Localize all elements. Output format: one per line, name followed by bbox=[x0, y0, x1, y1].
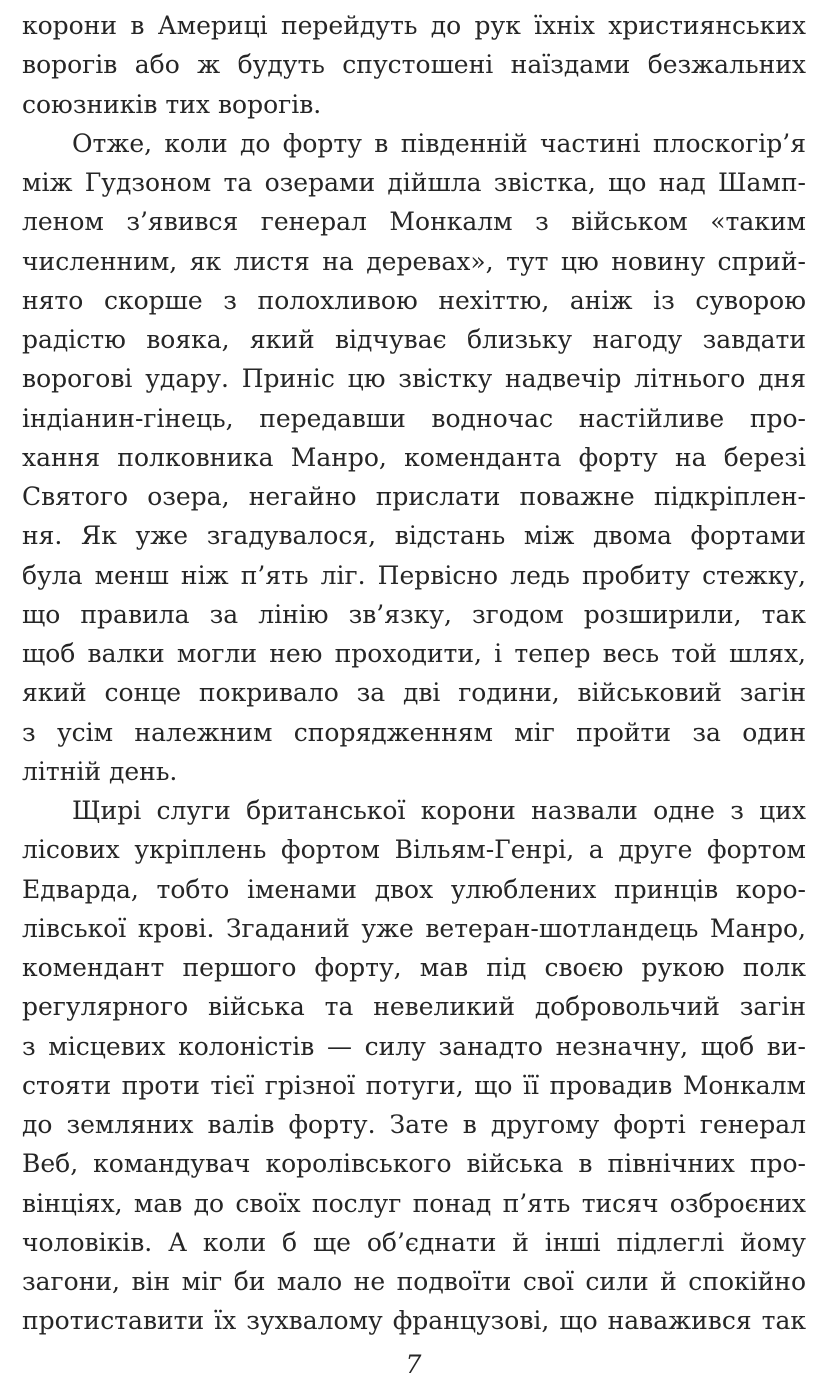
body-text bbox=[22, 6, 806, 1341]
text-line: загони, він міг би мало не подвоїти свої сили й спокійно bbox=[22, 1267, 806, 1296]
text-line: союзників тих ворогів. bbox=[22, 89, 322, 119]
text-line: протиставити їх зухвалому французові, що наважився так bbox=[22, 1306, 806, 1336]
text-line: літній день. bbox=[22, 756, 178, 786]
text-line: численним, як листя на деревах», тут цю новину сприй- bbox=[22, 246, 806, 276]
text-line: регулярного війська та невеликий добровольчий загін bbox=[22, 992, 806, 1022]
text-line: з усім належним спорядженням міг пройти за один bbox=[22, 717, 806, 747]
text-line: що правила за лінію зв’язку, згодом розширили, так bbox=[22, 599, 806, 629]
text-line: чоловіків. А коли б ще об’єднати й інші підлеглі йому bbox=[22, 1227, 806, 1257]
text-line: нято скорше з полохливою нехіттю, аніж із суворою bbox=[22, 285, 806, 315]
text-line: лісових укріплень фортом Вільям-Генрі, а друге фортом bbox=[22, 835, 806, 865]
text-line: лівської крові. Згаданий уже ветеран-шотландець Манро, bbox=[22, 913, 806, 943]
text-line: щоб валки могли нею проходити, і тепер весь той шлях, bbox=[22, 639, 806, 668]
text-line: Веб, командувач королівського війська в північних про- bbox=[22, 1149, 806, 1179]
text-line: індіанин-гінець, передавши водночас настійливе про- bbox=[22, 403, 806, 433]
text-line: корони в Америці перейдуть до рук їхніх християнських bbox=[22, 11, 806, 40]
text-line: до земляних валів форту. Зате в другому форті генерал bbox=[22, 1110, 806, 1139]
text-line: хання полковника Манро, коменданта форту на березі bbox=[22, 442, 806, 472]
text-line: радістю вояка, який відчуває близьку нагоду завдати bbox=[22, 325, 806, 354]
text-line: ня. Як уже згадувалося, відстань між двома фортами bbox=[22, 521, 806, 551]
text-line: леном з’явився генерал Монкалм з військом «таким bbox=[22, 207, 806, 237]
text-line: Отже, коли до форту в південній частині плоскогір’я bbox=[72, 128, 806, 158]
page-number: 7 bbox=[405, 1350, 422, 1379]
text-line: ворогові удару. Приніс цю звістку надвечір літнього дня bbox=[22, 364, 806, 394]
text-line: Святого озера, негайно прислати поважне підкріплен- bbox=[22, 482, 806, 511]
text-line: стояти проти тієї грізної потуги, що її провадив Монкалм bbox=[22, 1070, 806, 1100]
text-line: між Гудзоном та озерами дійшла звістка, що над Шамп- bbox=[22, 168, 806, 197]
text-line: комендант першого форту, мав під своєю рукою полк bbox=[22, 953, 806, 982]
text-line: Едварда, тобто іменами двох улюблених принців коро- bbox=[22, 874, 806, 904]
text-line: який сонце покривало за дві години, військовий загін bbox=[22, 678, 806, 708]
text-line: з місцевих колоністів — силу занадто незначну, щоб ви- bbox=[22, 1031, 806, 1061]
text-line: Щирі слуги британської корони назвали одне з цих bbox=[72, 796, 806, 825]
text-line: ворогів або ж будуть спустошені наїздами безжальних bbox=[22, 50, 806, 80]
text-line: вінціях, мав до своїх послуг понад п’ять тисяч озброєних bbox=[22, 1188, 806, 1218]
text-line: була менш ніж п’ять ліг. Первісно ледь пробиту стежку, bbox=[22, 560, 806, 590]
